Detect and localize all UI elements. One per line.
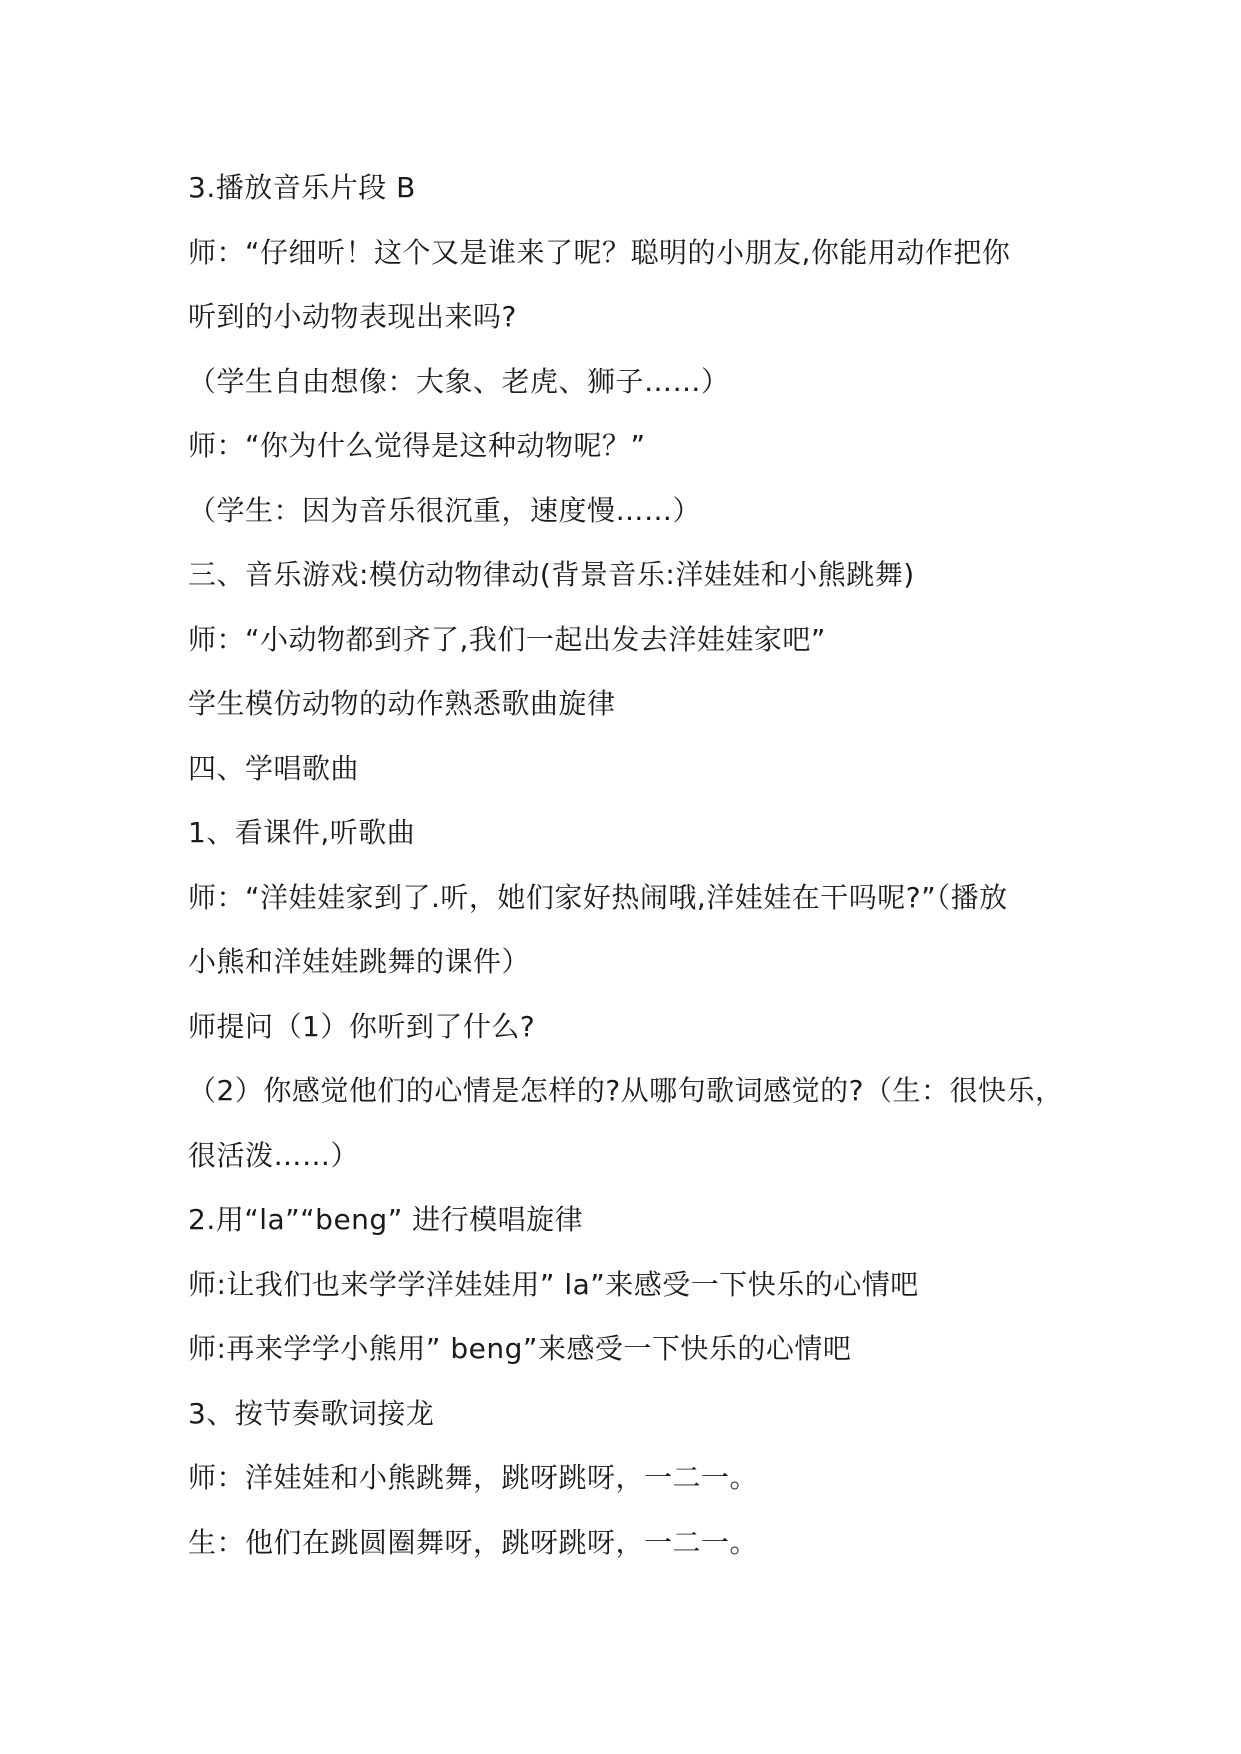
teacher-question: 师提问（1）你听到了什么? — [188, 1009, 536, 1043]
teacher-line: 师：“你为什么觉得是这种动物呢？” — [188, 429, 646, 462]
teacher-line-continued: 听到的小动物表现出来吗? — [188, 300, 517, 333]
teacher-line: 师：“仔细听！这个又是谁来了呢？聪明的小朋友,你能用动作把你 — [188, 235, 1011, 269]
section-heading-play-music-b: 3.播放音乐片段 B — [188, 171, 416, 204]
activity-description: 学生模仿动物的动作熟悉歌曲旋律 — [188, 687, 616, 720]
teacher-line: 师:再来学学小熊用” beng”来感受一下快乐的心情吧 — [188, 1332, 852, 1365]
teacher-line: 师：洋娃娃和小熊跳舞，跳呀跳呀，一二一。 — [188, 1461, 759, 1494]
teacher-line: 师：“洋娃娃家到了.听，她们家好热闹哦,洋娃娃在干吗呢?”（播放 — [188, 880, 1008, 914]
teacher-line: 师：“小动物都到齐了,我们一起出发去洋娃娃家吧” — [188, 622, 826, 656]
teacher-line: 师:让我们也来学学洋娃娃用” la”来感受一下快乐的心情吧 — [188, 1267, 919, 1301]
teacher-question: （2）你感觉他们的心情是怎样的?从哪句歌词感觉的?（生：很快乐， — [188, 1074, 1064, 1107]
student-response: （学生自由想像：大象、老虎、狮子……） — [188, 364, 730, 398]
section-heading-learn-song: 四、学唱歌曲 — [188, 751, 360, 785]
subsection-heading: 2.用“la”“beng” 进行模唱旋律 — [188, 1203, 584, 1236]
section-heading-music-game: 三、音乐游戏:模仿动物律动(背景音乐:洋娃娃和小熊跳舞) — [188, 558, 915, 591]
student-response: （学生：因为音乐很沉重，速度慢……） — [188, 493, 702, 527]
subsection-heading: 1、看课件,听歌曲 — [188, 816, 416, 849]
document-body — [188, 156, 1068, 1575]
subsection-heading: 3、按节奏歌词接龙 — [188, 1396, 435, 1430]
teacher-question-continued: 很活泼……） — [188, 1138, 360, 1172]
teacher-line-continued: 小熊和洋娃娃跳舞的课件） — [188, 945, 531, 978]
student-line: 生：他们在跳圆圈舞呀，跳呀跳呀，一二一。 — [188, 1525, 759, 1559]
